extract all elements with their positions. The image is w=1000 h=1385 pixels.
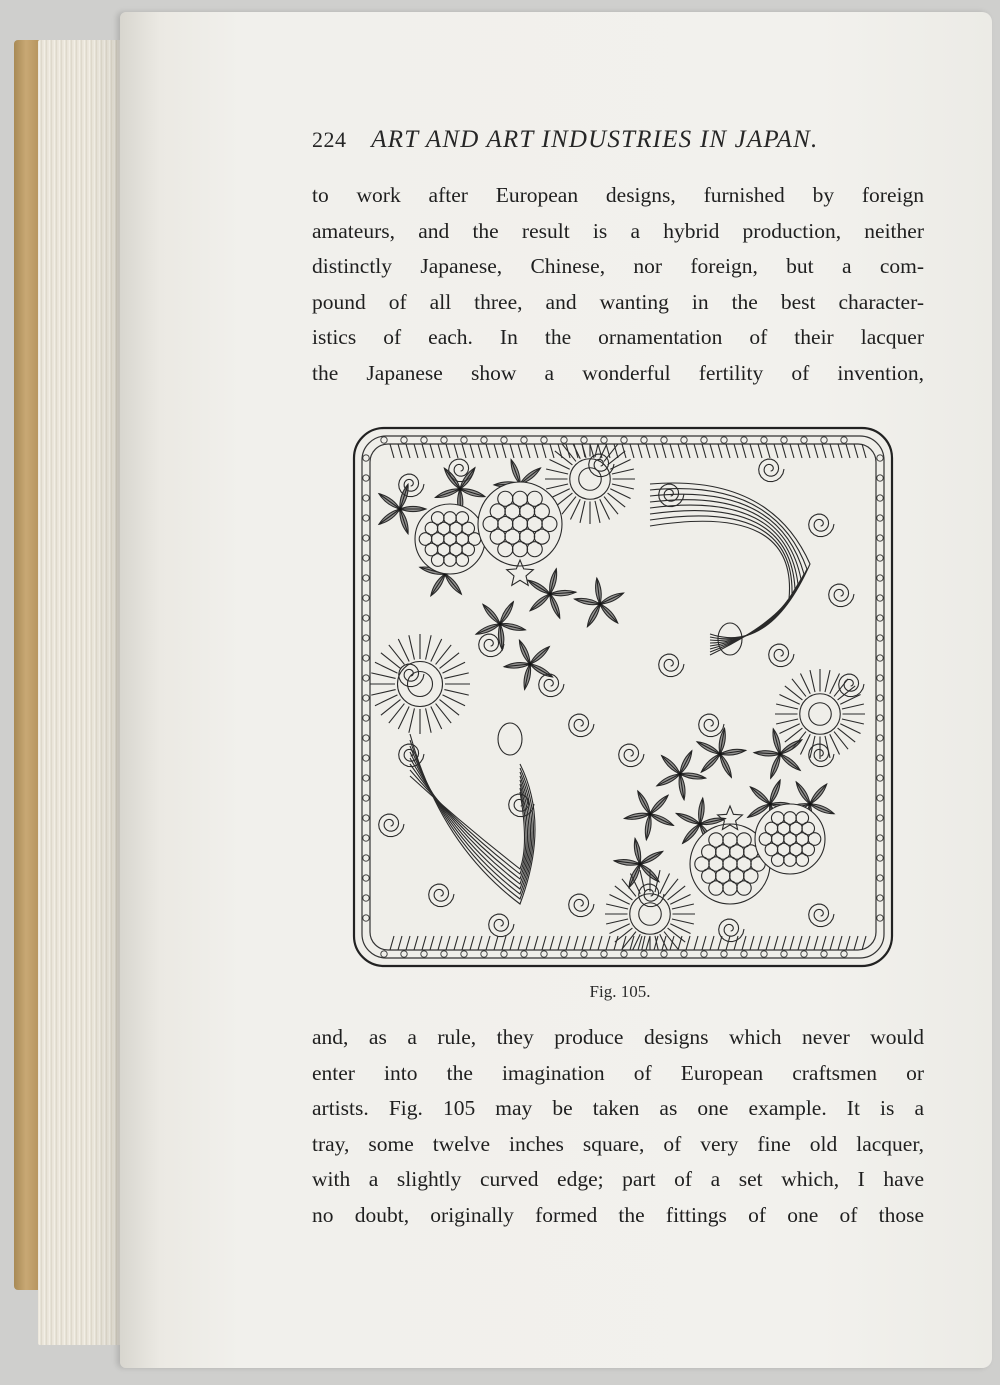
text-line: amateurs, and the result is a hybrid production, neither — [312, 218, 924, 243]
running-title: ART AND ART INDUSTRIES IN JAPAN. — [371, 126, 819, 153]
text-line: no doubt, originally formed the fittings of one of those — [312, 1202, 924, 1227]
leaf-node — [598, 602, 602, 606]
leaf-node — [698, 822, 702, 826]
text-line: tray, some twelve inches square, of very fine old lacquer, — [312, 1131, 924, 1156]
text-line: istics of each. In the ornamentation of their lacquer — [312, 325, 924, 349]
figure-caption: Fig. 105. — [589, 982, 651, 1001]
lacquer-tray-illustration — [350, 424, 896, 970]
fruit-outline — [415, 504, 485, 574]
leaf-node — [808, 802, 812, 806]
leaf-node — [548, 592, 552, 596]
text-line: to work after European designs, furnished by foreign — [312, 183, 924, 207]
running-head — [312, 126, 912, 160]
fruit-outline — [755, 804, 825, 874]
leaf-node — [498, 622, 502, 626]
figure-lacquer-tray — [350, 424, 896, 970]
leaf-node — [528, 662, 532, 666]
fruit-outline — [478, 482, 562, 566]
text-line: and, as a rule, they produce designs which never would — [312, 1025, 924, 1049]
text-line: the Japanese show a wonderful fertility of invention, — [312, 360, 924, 385]
text-line: pound of all three, and wanting in the best character- — [312, 289, 924, 314]
text-line: with a slightly curved edge; part of a set which, I have — [312, 1167, 924, 1191]
leaf-node — [718, 752, 722, 756]
paragraph-top — [312, 178, 924, 391]
leaf-node — [648, 812, 652, 816]
leaf-node — [398, 507, 402, 511]
leaf-node — [458, 487, 462, 491]
leaf-node — [778, 752, 782, 756]
page-number: 224 — [312, 127, 347, 152]
text-line: artists. Fig. 105 may be taken as one example. It is a — [312, 1096, 924, 1120]
text-line: distinctly Japanese, Chinese, nor foreign, but a com- — [312, 254, 924, 278]
leaf-node — [678, 772, 682, 776]
leaf-node — [768, 802, 772, 806]
leaf-node — [638, 862, 642, 866]
paragraph-bottom — [312, 1020, 924, 1233]
text-line: enter into the imagination of European craftsmen or — [312, 1060, 924, 1085]
